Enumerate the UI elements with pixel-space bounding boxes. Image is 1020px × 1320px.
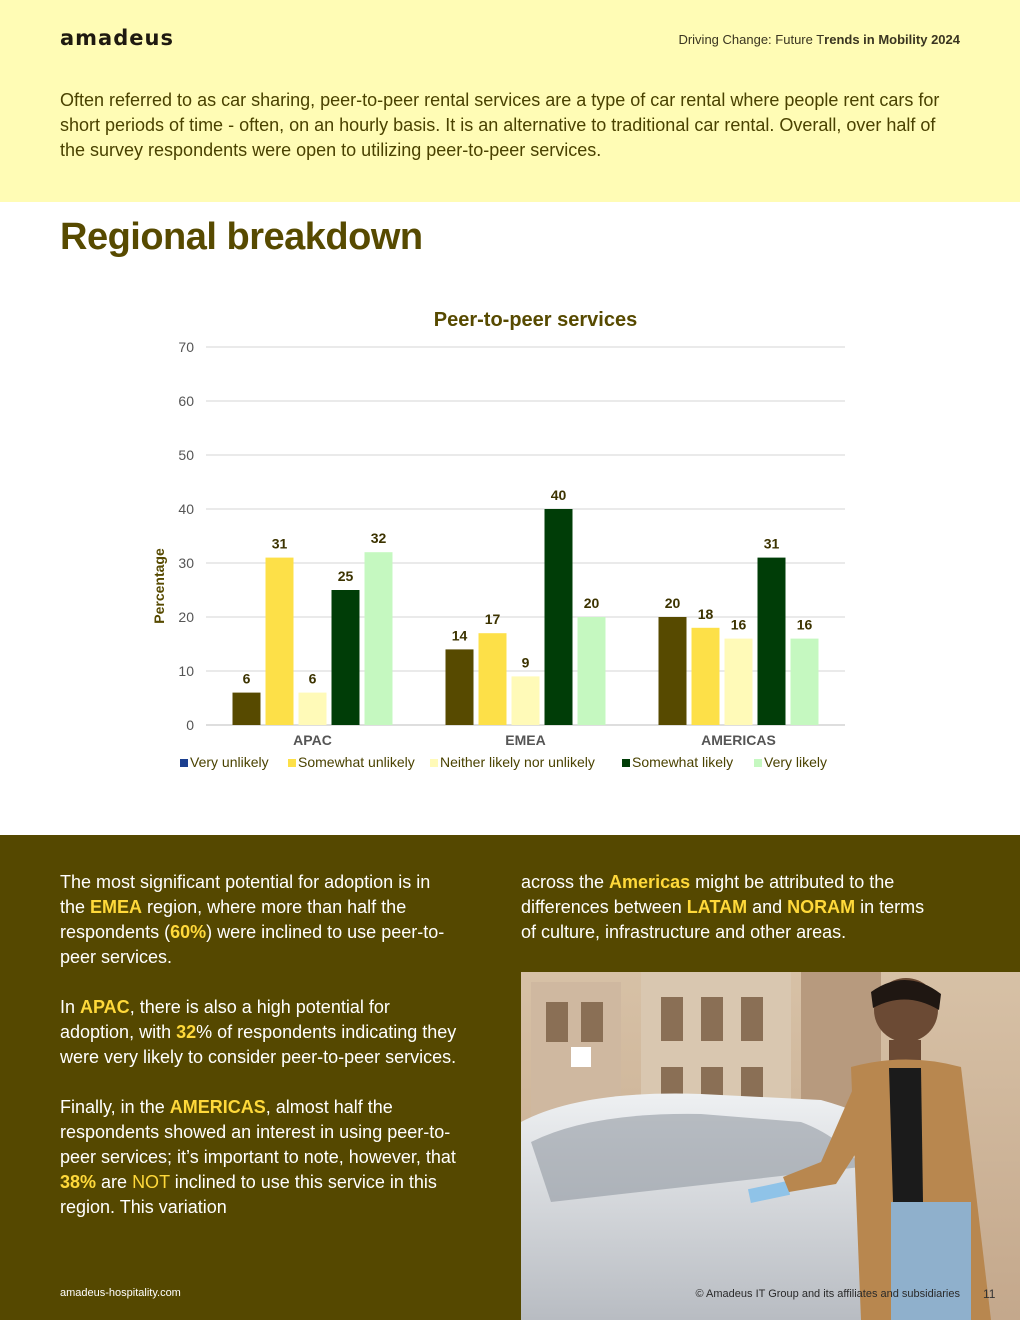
paragraph-americas (60, 1095, 460, 1220)
bar-value-label: 31 (763, 535, 780, 552)
bar-very-likely (791, 639, 819, 725)
copyright-notice: © Amadeus IT Group and its affiliates and subsidiaries (695, 1288, 960, 1300)
y-tick-label: 50 (178, 447, 194, 463)
highlighted-text: Americas (609, 872, 691, 892)
y-tick-label: 0 (186, 717, 194, 733)
bar-value-label: 6 (242, 670, 251, 687)
chart-svg (140, 300, 880, 800)
bar-somewhat-likely (758, 558, 786, 725)
x-category-label: EMEA (505, 732, 546, 748)
bar-very-likely (578, 617, 606, 725)
document-title: Driving Change: Future Trends in Mobility 2024 (678, 32, 960, 47)
paragraph-text: % of respondents indicating they were very likely to consider peer-to-peer services. (60, 1022, 457, 1067)
x-category-label: APAC (293, 732, 332, 748)
bar-value-label: 31 (271, 535, 288, 552)
legend-swatch (430, 759, 438, 767)
y-tick-label: 20 (178, 609, 194, 625)
paragraph-text: inclined to use this service in this region. This variation (60, 1172, 437, 1217)
paragraph-americas-continued (521, 870, 941, 945)
bar-value-label: 20 (664, 595, 681, 611)
bar-somewhat-unlikely (479, 633, 507, 725)
bar-very-likely (365, 552, 393, 725)
bar-value-label: 14 (451, 627, 468, 644)
highlighted-text: 60% (170, 922, 207, 942)
page-number: 11 (983, 1287, 996, 1301)
bar-value-label: 20 (583, 595, 600, 611)
paragraph-text: in terms of culture, infrastructure and other areas. (521, 897, 925, 942)
y-tick-label: 40 (178, 501, 194, 517)
man-at-car-photo (521, 972, 1020, 1320)
paragraph-text: might be attributed to the differences between (521, 872, 895, 917)
paragraph-text: Finally, in the (60, 1097, 170, 1117)
paragraph-text: and (747, 897, 788, 917)
paragraph-text: region, where more than half the respondents ( (60, 897, 407, 942)
bar-somewhat-likely (332, 590, 360, 725)
bar-somewhat-unlikely (266, 558, 294, 725)
paragraph-text: , almost half the respondents showed an interest in using peer-to-peer services; it’s important to note, however, that (60, 1097, 456, 1167)
right-text-column (521, 870, 941, 970)
legend-label: Very likely (764, 754, 828, 770)
x-category-label: AMERICAS (701, 732, 776, 748)
amadeus-logo: amadeus (60, 26, 174, 50)
legend-swatch (754, 759, 762, 767)
bar-neither-likely-nor-unlikely (725, 639, 753, 725)
legend-label: Somewhat likely (632, 754, 734, 770)
highlighted-text: 38% (60, 1172, 97, 1192)
bar-somewhat-likely (545, 509, 573, 725)
bar-value-label: 16 (730, 616, 747, 633)
legend-label: Very unlikely (190, 754, 269, 770)
paragraph-text: across the (521, 872, 610, 892)
bar-value-label: 17 (484, 611, 501, 628)
paragraph-emea (60, 870, 460, 970)
legend-label: Neither likely nor unlikely (440, 754, 595, 770)
intro-paragraph: Often referred to as car sharing, peer-to-peer rental services are a type of car rental where people rent cars for short periods of time - often, on an hourly basis. It is an alternative to traditional car rental. Overall, over half of the survey respondents were open to utilizing peer-to-peer services. (60, 90, 940, 160)
paragraph-text: In (60, 997, 81, 1017)
highlighted-text: AMERICAS (169, 1097, 266, 1117)
legend-swatch (180, 759, 188, 767)
paragraph-text: , there is also a high potential for adoption, with (60, 997, 390, 1042)
bar-value-label: 16 (796, 616, 813, 633)
bar-value-label: 32 (370, 530, 387, 547)
bar-value-label: 18 (697, 605, 714, 622)
y-tick-label: 60 (178, 393, 194, 409)
highlighted-text: NORAM (787, 897, 856, 917)
legend-swatch (622, 759, 630, 767)
bar-chart (140, 300, 880, 800)
y-axis-label: Percentage (151, 548, 167, 624)
footer-url[interactable]: amadeus-hospitality.com (60, 1287, 181, 1299)
paragraph-apac (60, 995, 460, 1070)
bar-very-unlikely (446, 649, 474, 725)
highlighted-text: 32 (176, 1022, 197, 1042)
paragraph-text: are (96, 1172, 133, 1192)
bar-very-unlikely (659, 617, 687, 725)
paragraph-text: The most significant potential for adoption is in the (60, 872, 431, 917)
y-tick-label: 10 (178, 663, 194, 679)
bar-value-label: 25 (337, 568, 354, 584)
legend-label: Somewhat unlikely (298, 754, 415, 770)
highlighted-text: EMEA (90, 897, 143, 917)
paragraph-text: ) were inclined to use peer-to-peer services. (60, 922, 445, 967)
highlighted-text: APAC (80, 997, 130, 1017)
bar-value-label: 6 (308, 670, 317, 687)
y-tick-label: 70 (178, 339, 194, 355)
bar-somewhat-unlikely (692, 628, 720, 725)
chart-title: Peer-to-peer services (433, 309, 638, 331)
highlighted-text: LATAM (686, 897, 748, 917)
bar-neither-likely-nor-unlikely (512, 676, 540, 725)
section-title: Regional breakdown (60, 216, 423, 258)
highlighted-text: NOT (132, 1172, 170, 1192)
y-tick-label: 30 (178, 555, 194, 571)
bar-value-label: 40 (550, 487, 567, 503)
bar-neither-likely-nor-unlikely (299, 693, 327, 725)
bar-very-unlikely (233, 693, 261, 725)
bar-value-label: 9 (521, 654, 530, 671)
legend-swatch (288, 759, 296, 767)
left-text-column (60, 870, 460, 1245)
